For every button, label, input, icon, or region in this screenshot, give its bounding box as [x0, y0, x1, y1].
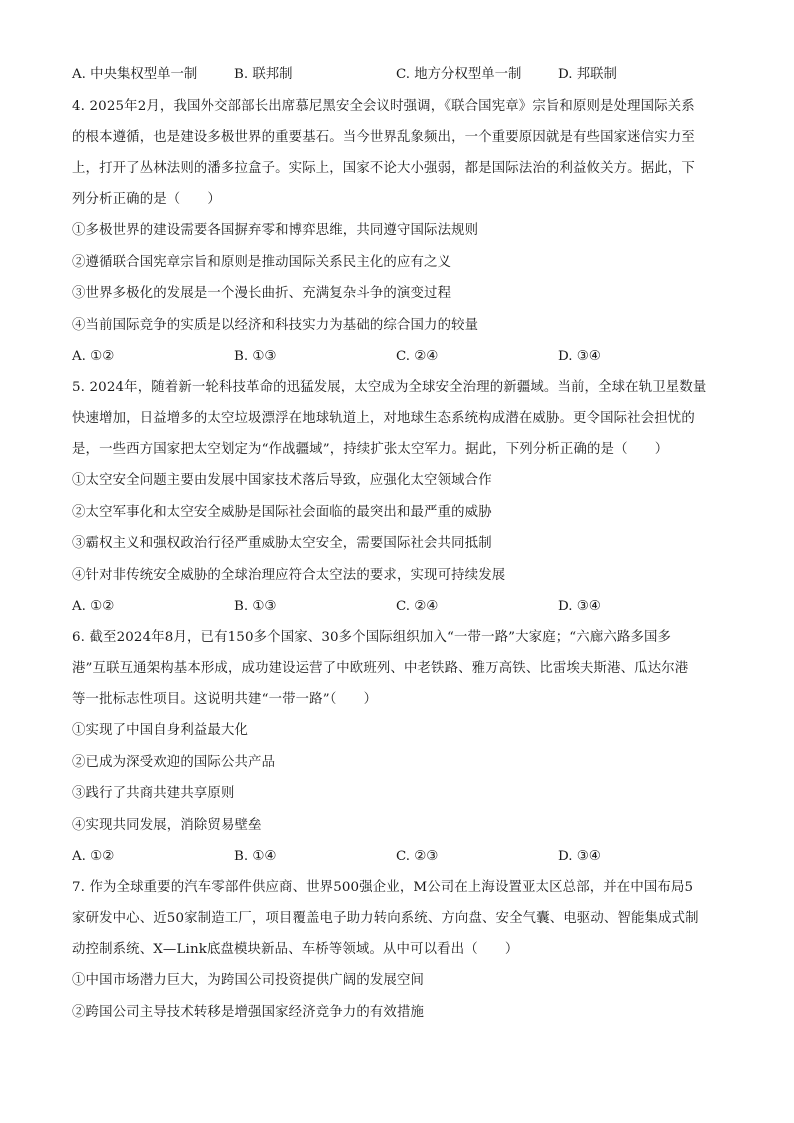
q3-option-b: B. 联邦制: [234, 67, 293, 82]
q5-statement: ③霸权主义和强权政治行径严重威胁太空安全，需要国际社会共同抵制: [72, 536, 492, 551]
q6-stem-line: 港”互联互通架构基本形成，成功建设运营了中欧班列、中老铁路、雅万高铁、比雷埃夫斯港、瓜达尔港: [72, 661, 689, 676]
q4-option-d: D. ③④: [558, 349, 601, 364]
q5-stem-line: 5. 2024年，随着新一轮科技革命的迅猛发展，太空成为全球安全治理的新疆域。当前，全球在轨卫星数量: [72, 380, 707, 395]
q4-statement: ③世界多极化的发展是一个漫长曲折、充满复杂斗争的演变过程: [72, 286, 452, 301]
q4-option-a: A. ①②: [72, 349, 115, 364]
q6-statement: ①实现了中国自身利益最大化: [72, 723, 249, 738]
q5-options: [72, 598, 722, 616]
q6-option-b: B. ①④: [234, 849, 277, 864]
q7-stem-line: 家研发中心、近50家制造工厂，项目覆盖电子助力转向系统、方向盘、安全气囊、电驱动、智能集成式制: [72, 911, 699, 926]
q5-option-b: B. ①③: [234, 599, 277, 614]
q6-option-c: C. ②③: [396, 849, 439, 864]
q4-stem-line: 的根本遵循，也是建设多极世界的重要基石。当今世界乱象频出，一个重要原因就是有些国家迷信实力至: [72, 130, 695, 145]
q4-option-b: B. ①③: [234, 349, 277, 364]
q3-option-d: D. 邦联制: [558, 67, 617, 82]
q5-stem-line: 是，一些西方国家把太空划定为“作战疆域”，持续扩张太空军力。据此，下列分析正确的是（ ）: [72, 442, 669, 457]
q5-statement: ④针对非传统安全威胁的全球治理应符合太空法的要求，实现可持续发展: [72, 568, 506, 583]
q5-statement: ②太空军事化和太空安全威胁是国际社会面临的最突出和最严重的威胁: [72, 505, 492, 520]
q5-option-a: A. ①②: [72, 599, 115, 614]
q3-option-c: C. 地方分权型单一制: [396, 67, 522, 82]
q6-option-a: A. ①②: [72, 849, 115, 864]
q6-option-d: D. ③④: [558, 849, 601, 864]
q4-statement: ④当前国际竞争的实质是以经济和科技实力为基础的综合国力的较量: [72, 318, 479, 333]
q5-option-c: C. ②④: [396, 599, 439, 614]
q4-statement: ②遵循联合国宪章宗旨和原则是推动国际关系民主化的应有之义: [72, 255, 452, 270]
q4-stem-line: 列分析正确的是（ ）: [72, 192, 221, 207]
q4-stem-line: 上，打开了丛林法则的潘多拉盒子。实际上，国家不论大小强弱，都是国际法治的利益攸关方。据此，下: [72, 161, 695, 176]
q5-statement: ①太空安全问题主要由发展中国家技术落后导致，应强化太空领域合作: [72, 473, 492, 488]
q7-stem-line: 动控制系统、X—Link底盘模块新品、车桥等领域。从中可以看出（ ）: [72, 942, 519, 957]
q6-stem-line: 等一批标志性项目。这说明共建“一带一路”（ ）: [72, 692, 378, 707]
q7-statement: ②跨国公司主导技术转移是增强国家经济竞争力的有效措施: [72, 1005, 425, 1020]
q7-stem-line: 7. 作为全球重要的汽车零部件供应商、世界500强企业，M公司在上海设置亚太区总部，并在中国布局5: [72, 880, 694, 895]
q6-statement: ④实现共同发展，消除贸易壁垒: [72, 818, 262, 833]
q5-stem-line: 快速增加，日益增多的太空垃圾漂浮在地球轨道上，对地球生态系统构成潜在威胁。更令国际社会担忧的: [72, 411, 695, 426]
q6-stem-line: 6. 截至2024年8月，已有150多个国家、30多个国际组织加入“一带一路”大家庭；“六廊六路多国多: [72, 630, 672, 645]
q4-statement: ①多极世界的建设需要各国摒弃零和博弈思维，共同遵守国际法规则: [72, 223, 479, 238]
q6-statement: ②已成为深受欢迎的国际公共产品: [72, 755, 276, 770]
q4-option-c: C. ②④: [396, 349, 439, 364]
q6-options: [72, 848, 722, 866]
q4-options: [72, 348, 722, 366]
q6-statement: ③践行了共商共建共享原则: [72, 786, 235, 801]
q7-statement: ①中国市场潜力巨大，为跨国公司投资提供广阔的发展空间: [72, 973, 425, 988]
q4-stem-line: 4. 2025年2月，我国外交部部长出席慕尼黑安全会议时强调，《联合国宪章》宗旨和原则是处理国际关系: [72, 99, 695, 114]
q3-options: [72, 66, 722, 84]
q5-option-d: D. ③④: [558, 599, 601, 614]
q3-option-a: A. 中央集权型单一制: [72, 67, 198, 82]
